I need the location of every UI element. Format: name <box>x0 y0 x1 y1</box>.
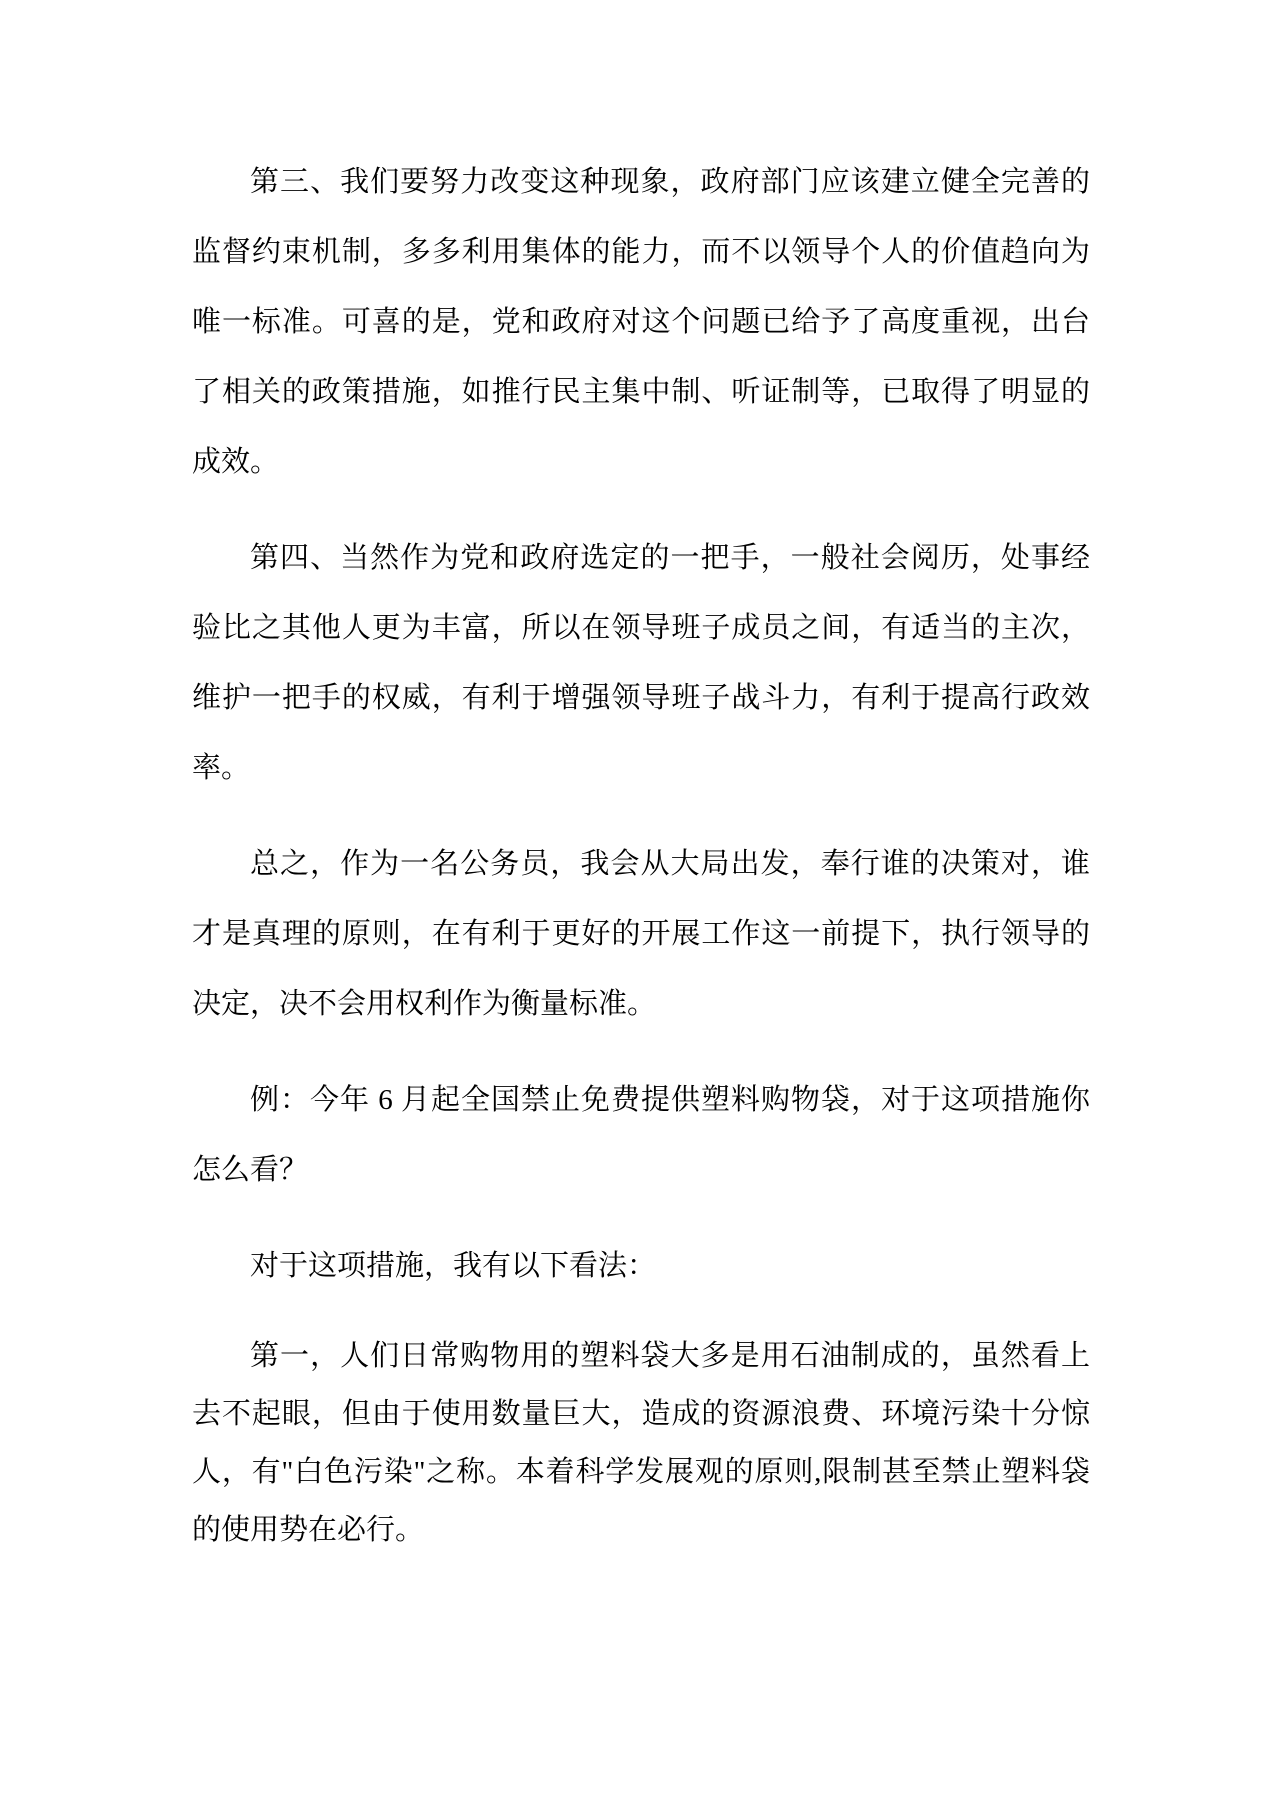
paragraph-third-point: 第三、我们要努力改变这种现象，政府部门应该建立健全完善的监督约束机制，多多利用集体的能力，而不以领导个人的价值趋向为唯一标准。可喜的是，党和政府对这个问题已给予了高度重视，出台了相关的政策措施，如推行民主集中制、听证制等，已取得了明显的成效。 <box>192 166 1090 478</box>
paragraph-first-point: 第一，人们日常购物用的塑料袋大多是用石油制成的，虽然看上去不起眼，但由于使用数量巨大，造成的资源浪费、环境污染十分惊人，有"白色污染"之称。本着科学发展观的原则,限制甚至禁止塑料袋的使用势在必行。 <box>192 1340 1090 1546</box>
paragraph-fourth-point: 第四、当然作为党和政府选定的一把手，一般社会阅历，处事经验比之其他人更为丰富，所以在领导班子成员之间，有适当的主次，维护一把手的权威，有利于增强领导班子战斗力，有利于提高行政效率。 <box>192 542 1090 784</box>
paragraph-opinion-intro: 对于这项措施，我有以下看法： <box>250 1250 657 1282</box>
paragraph-summary: 总之，作为一名公务员，我会从大局出发，奉行谁的决策对，谁才是真理的原则，在有利于更好的开展工作这一前提下，执行领导的决定，决不会用权利作为衡量标准。 <box>192 848 1090 1020</box>
document-text-block <box>192 147 1090 1585</box>
paragraph-example-question: 例：今年 6 月起全国禁止免费提供塑料购物袋，对于这项措施你怎么看？ <box>192 1084 1090 1186</box>
